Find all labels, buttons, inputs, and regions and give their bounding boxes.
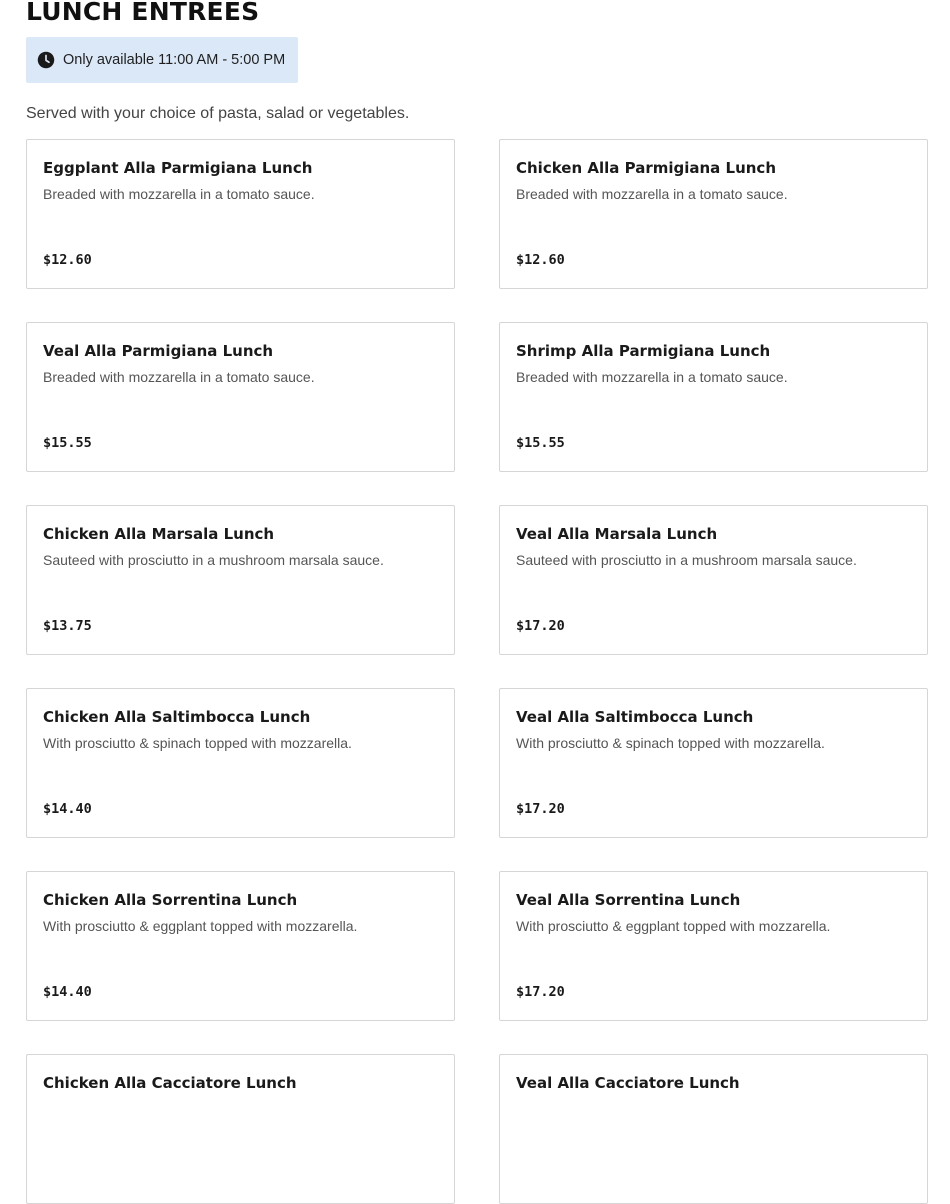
- availability-text: Only available 11:00 AM - 5:00 PM: [63, 52, 286, 68]
- menu-item-description: With prosciutto & eggplant topped with mozzarella.: [43, 918, 358, 934]
- menu-item-name: Chicken Alla Marsala Lunch: [43, 525, 275, 543]
- menu-item-card[interactable]: [26, 322, 455, 472]
- menu-item-name: Chicken Alla Cacciatore Lunch: [43, 1074, 297, 1092]
- menu-item-card[interactable]: [26, 688, 455, 838]
- menu-item-description: With prosciutto & spinach topped with mozzarella.: [516, 735, 825, 751]
- menu-item-description: With prosciutto & spinach topped with mozzarella.: [43, 735, 352, 751]
- menu-item-description: Breaded with mozzarella in a tomato sauce.: [516, 369, 788, 385]
- menu-item-card[interactable]: [499, 1054, 928, 1204]
- menu-item-price: $15.55: [516, 435, 565, 451]
- section-subtitle: Served with your choice of pasta, salad or vegetables.: [26, 105, 410, 122]
- menu-item-name: Shrimp Alla Parmigiana Lunch: [516, 342, 771, 360]
- menu-item-price: $14.40: [43, 801, 92, 817]
- menu-item-description: Sauteed with prosciutto in a mushroom marsala sauce.: [43, 552, 384, 568]
- availability-badge: [26, 37, 298, 83]
- menu-section: [26, 0, 928, 1204]
- menu-item-name: Veal Alla Parmigiana Lunch: [43, 342, 274, 360]
- menu-item-card[interactable]: [499, 871, 928, 1021]
- menu-item-name: Chicken Alla Saltimbocca Lunch: [43, 708, 311, 726]
- menu-item-card[interactable]: [499, 505, 928, 655]
- menu-item-card[interactable]: [26, 139, 455, 289]
- menu-item-description: Breaded with mozzarella in a tomato sauce.: [43, 369, 315, 385]
- menu-item-name: Veal Alla Cacciatore Lunch: [516, 1074, 740, 1092]
- menu-item-price: $14.40: [43, 984, 92, 1000]
- menu-item-description: With prosciutto & eggplant topped with mozzarella.: [516, 918, 831, 934]
- menu-item-card[interactable]: [499, 688, 928, 838]
- menu-item-card[interactable]: [26, 871, 455, 1021]
- menu-item-name: Veal Alla Marsala Lunch: [516, 525, 718, 543]
- menu-item-name: Veal Alla Saltimbocca Lunch: [516, 708, 754, 726]
- menu-item-card[interactable]: [499, 322, 928, 472]
- menu-item-name: Chicken Alla Sorrentina Lunch: [43, 891, 298, 909]
- menu-item-card[interactable]: [499, 139, 928, 289]
- menu-item-price: $17.20: [516, 984, 565, 1000]
- menu-item-description: Breaded with mozzarella in a tomato sauce.: [516, 186, 788, 202]
- menu-item-name: Veal Alla Sorrentina Lunch: [516, 891, 741, 909]
- menu-items-grid: [26, 139, 928, 1204]
- clock-icon: [37, 51, 55, 69]
- menu-item-card[interactable]: [26, 1054, 455, 1204]
- menu-item-name: Eggplant Alla Parmigiana Lunch: [43, 159, 313, 177]
- menu-item-description: Breaded with mozzarella in a tomato sauce.: [43, 186, 315, 202]
- menu-item-card[interactable]: [26, 505, 455, 655]
- menu-item-price: $12.60: [43, 252, 92, 268]
- menu-item-price: $12.60: [516, 252, 565, 268]
- menu-item-name: Chicken Alla Parmigiana Lunch: [516, 159, 776, 177]
- menu-item-price: $17.20: [516, 801, 565, 817]
- menu-item-price: $17.20: [516, 618, 565, 634]
- menu-item-price: $13.75: [43, 618, 92, 634]
- menu-item-description: Sauteed with prosciutto in a mushroom marsala sauce.: [516, 552, 857, 568]
- menu-item-price: $15.55: [43, 435, 92, 451]
- section-title: LUNCH ENTREES: [26, 0, 260, 26]
